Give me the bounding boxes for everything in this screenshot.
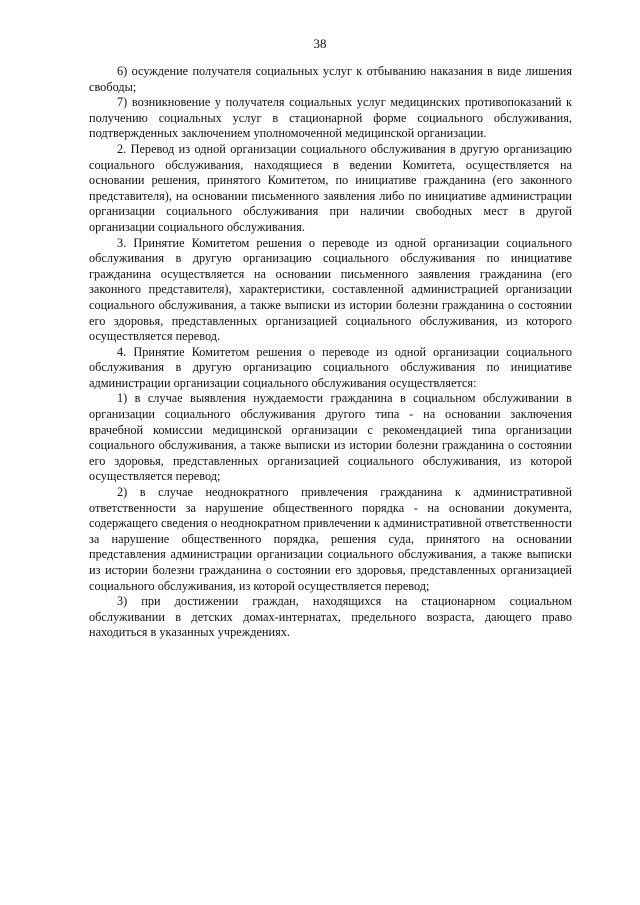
paragraph-subitem-2: 2) в случае неоднократного привлечения гражданина к административной ответственности за нарушение общественного порядка - на основании документа, содержащего сведения о неоднократном привлечении к административной ответственности за нарушение общественного порядка, решения суда, принятого на основании представления администрации организации социального обслуживания, а также выписки из истории болезни гражданина о состоянии его здоровья, представленных организацией социального обслуживания, из которой осуществляется перевод; xyxy=(89,485,572,593)
paragraph-item-6: 6) осуждение получателя социальных услуг к отбыванию наказания в виде лишения свободы; xyxy=(89,64,572,94)
paragraph-section-4: 4. Принятие Комитетом решения о переводе из одной организации социального обслуживания в другую организацию социального обслуживания по инициативе администрации организации социального обслуживания осуществляется: xyxy=(89,344,572,390)
paragraph-subitem-3: 3) при достижении граждан, находящихся на стационарном социальном обслуживании в детских домах-интернатах, предельного возраста, дающего право находиться в указанных учреждениях. xyxy=(89,594,572,640)
paragraph-subitem-1: 1) в случае выявления нуждаемости гражданина в социальном обслуживании в организации социального обслуживания другого типа - на основании заключения врачебной комиссии медицинской организации с рекомендацией типа организации социального обслуживания, а также выписки из истории болезни гражданина о состоянии его здоровья, представленных организацией социального обслуживания, из которой осуществляется перевод; xyxy=(89,391,572,484)
document-body xyxy=(89,64,572,641)
paragraph-section-2: 2. Перевод из одной организации социального обслуживания в другую организацию социального обслуживания, находящиеся в ведении Комитета, осуществляется на основании решения, принятого Комитетом, по инициативе гражданина (его законного представителя), на основании письменного заявления либо по инициативе администрации организации социального обслуживания при наличии свободных мест в другой организации социального обслуживания. xyxy=(89,141,572,234)
paragraph-item-7: 7) возникновение у получателя социальных услуг медицинских противопоказаний к получению социальных услуг в стационарной форме социального обслуживания, подтвержденных заключением уполномоченной медицинской организации. xyxy=(89,95,572,141)
page-number: 38 xyxy=(313,36,327,51)
paragraph-section-3: 3. Принятие Комитетом решения о переводе из одной организации социального обслуживания в другую организацию социального обслуживания по инициативе гражданина осуществляется на основании письменного заявления гражданина (его законного представителя), характеристики, составленной администрацией организации социального обслуживания, а также выписки из истории болезни гражданина о состоянии его здоровья, представленных организацией социального обслуживания, из которого осуществляется перевод. xyxy=(89,235,572,344)
